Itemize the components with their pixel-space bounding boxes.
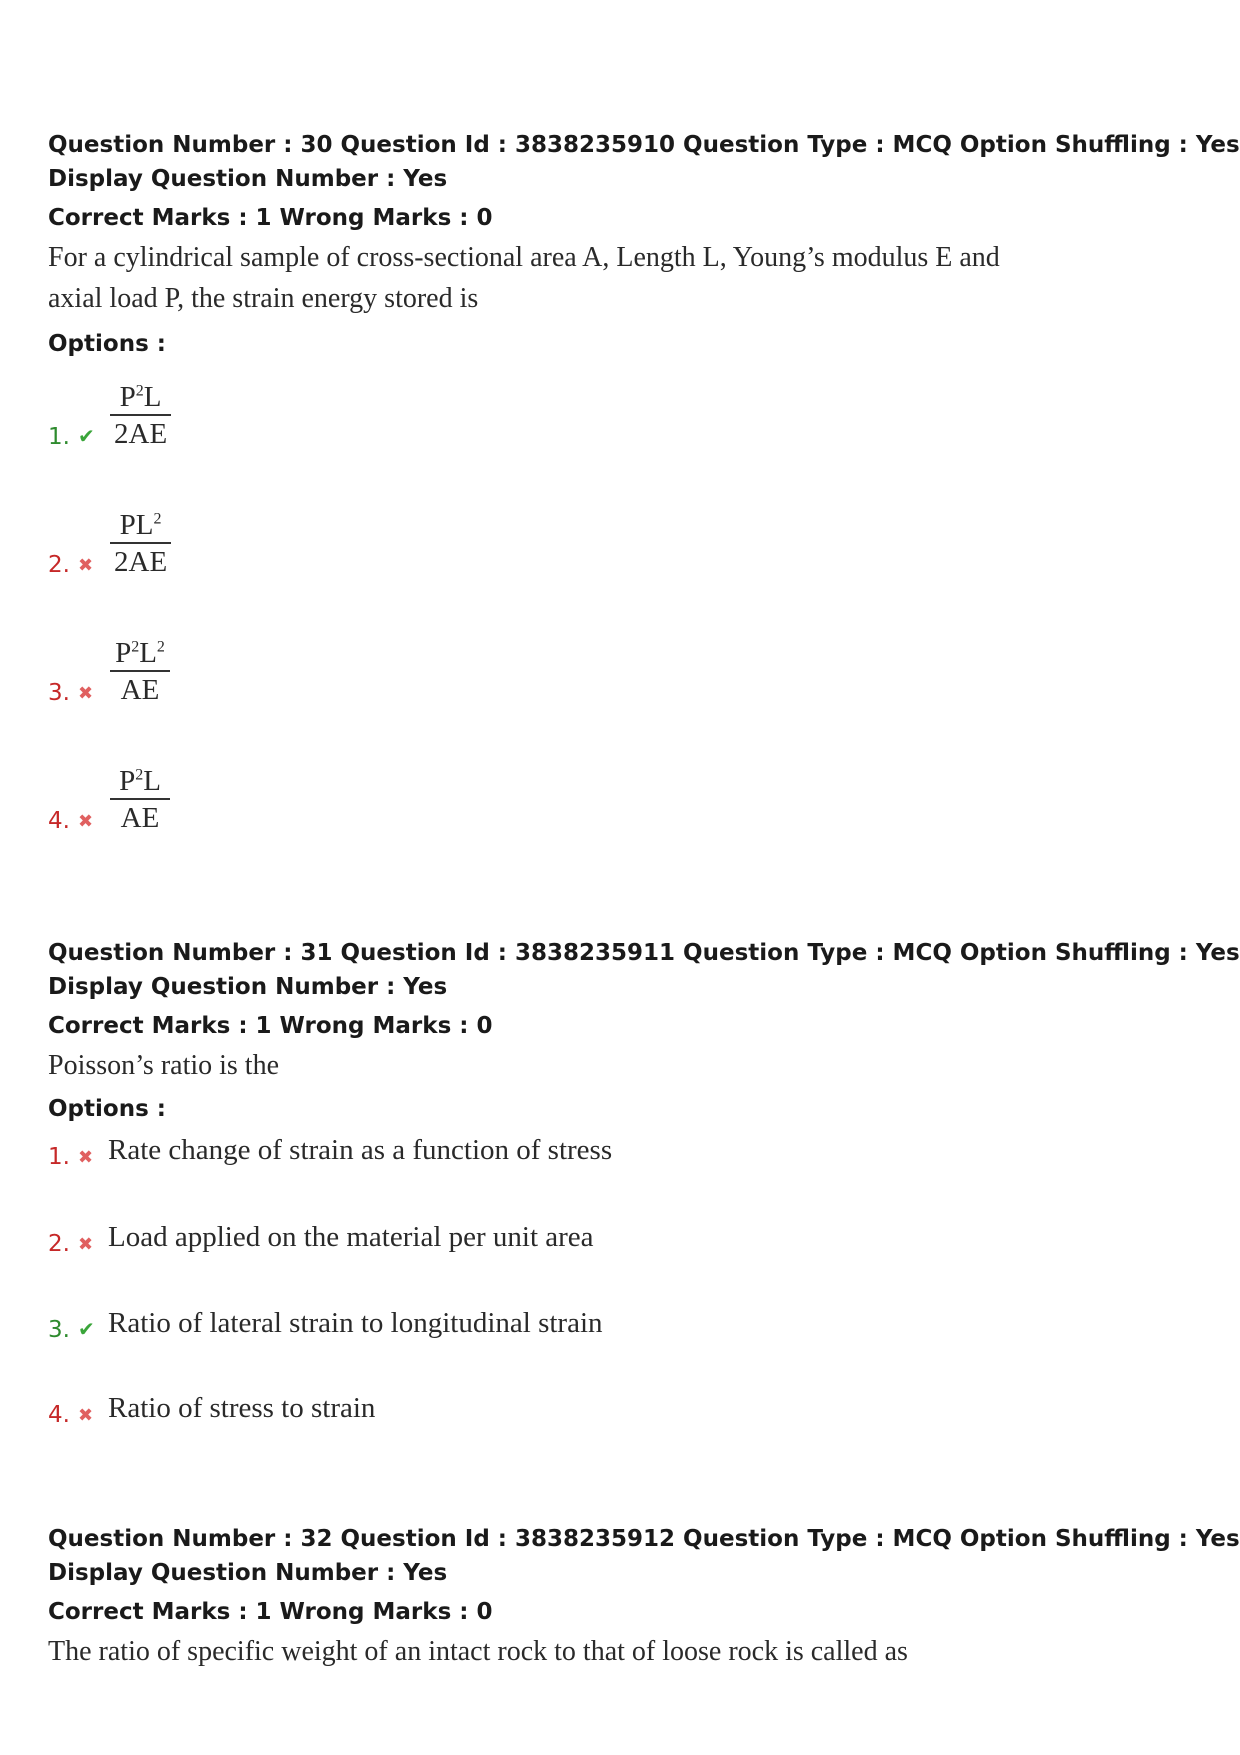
marks-line: Correct Marks : 1 Wrong Marks : 0: [48, 1599, 493, 1625]
question-30: [48, 128, 1240, 834]
cross-icon: ✖: [78, 1147, 94, 1167]
marks-line: Correct Marks : 1 Wrong Marks : 0: [48, 1013, 493, 1039]
denominator: 2AE: [114, 546, 168, 578]
cross-icon: ✖: [78, 555, 94, 575]
option-formula: [110, 380, 171, 452]
option-number: 4.: [48, 808, 70, 834]
question-text-line: For a cylindrical sample of cross-sectional area A, Length L, Young’s modulus E and: [48, 242, 1000, 273]
question-text-line: The ratio of specific weight of an intact rock to that of loose rock is called as: [48, 1636, 908, 1667]
check-icon: ✔: [78, 426, 95, 448]
denominator: AE: [120, 802, 160, 834]
question-text: [48, 237, 1218, 319]
option-formula: [110, 636, 170, 708]
question-text: [48, 1045, 1218, 1086]
cross-icon: ✖: [78, 683, 94, 703]
display-question-number: Display Question Number : Yes: [48, 166, 448, 192]
question-text-line: Poisson’s ratio is the: [48, 1050, 280, 1081]
option-number: 1.: [48, 1144, 70, 1170]
option-2: [48, 508, 171, 580]
option-formula: [110, 764, 170, 836]
denominator: 2AE: [114, 418, 168, 450]
option-formula: [110, 508, 171, 580]
option-number: 4.: [48, 1402, 70, 1428]
numerator: $P^2L^2$: [115, 637, 165, 669]
option-number: 3.: [48, 1317, 70, 1343]
numerator: $P^2L$: [119, 765, 161, 797]
check-icon: ✔: [78, 1319, 95, 1341]
option-text: Load applied on the material per unit area: [108, 1221, 594, 1253]
cross-icon: ✖: [78, 811, 94, 831]
option-1: [48, 380, 171, 452]
option-3: [48, 1305, 603, 1345]
display-question-number: Display Question Number : Yes: [48, 1560, 448, 1586]
denominator: AE: [120, 674, 160, 706]
option-3: [48, 636, 170, 708]
option-number: 1.: [48, 424, 70, 450]
question-31: [48, 936, 1240, 1428]
question-meta: Question Number : 32 Question Id : 3838235912 Question Type : MCQ Option Shuffling : Yes: [48, 1526, 1240, 1552]
cross-icon: ✖: [78, 1405, 94, 1425]
option-text: Ratio of lateral strain to longitudinal strain: [108, 1307, 603, 1339]
option-number: 2.: [48, 552, 70, 578]
question-text-line: axial load P, the strain energy stored is: [48, 283, 479, 314]
marks-line: Correct Marks : 1 Wrong Marks : 0: [48, 205, 493, 231]
option-4: [48, 1390, 375, 1430]
option-text: Ratio of stress to strain: [108, 1392, 376, 1424]
option-text: Rate change of strain as a function of stress: [108, 1134, 613, 1166]
display-question-number: Display Question Number : Yes: [48, 974, 448, 1000]
question-text: [48, 1631, 1218, 1672]
numerator: $P^2L$: [119, 381, 162, 413]
options-label: Options :: [48, 331, 166, 357]
option-1: [48, 1132, 612, 1172]
cross-icon: ✖: [78, 1234, 94, 1254]
option-2: [48, 1219, 594, 1259]
numerator: $PL^2$: [119, 509, 162, 541]
option-number: 3.: [48, 680, 70, 706]
question-meta: Question Number : 30 Question Id : 3838235910 Question Type : MCQ Option Shuffling : Yes: [48, 132, 1240, 158]
option-4: [48, 764, 170, 836]
question-meta: Question Number : 31 Question Id : 3838235911 Question Type : MCQ Option Shuffling : Yes: [48, 940, 1240, 966]
question-32: [48, 1522, 1240, 1672]
option-number: 2.: [48, 1231, 70, 1257]
options-label: Options :: [48, 1096, 166, 1122]
